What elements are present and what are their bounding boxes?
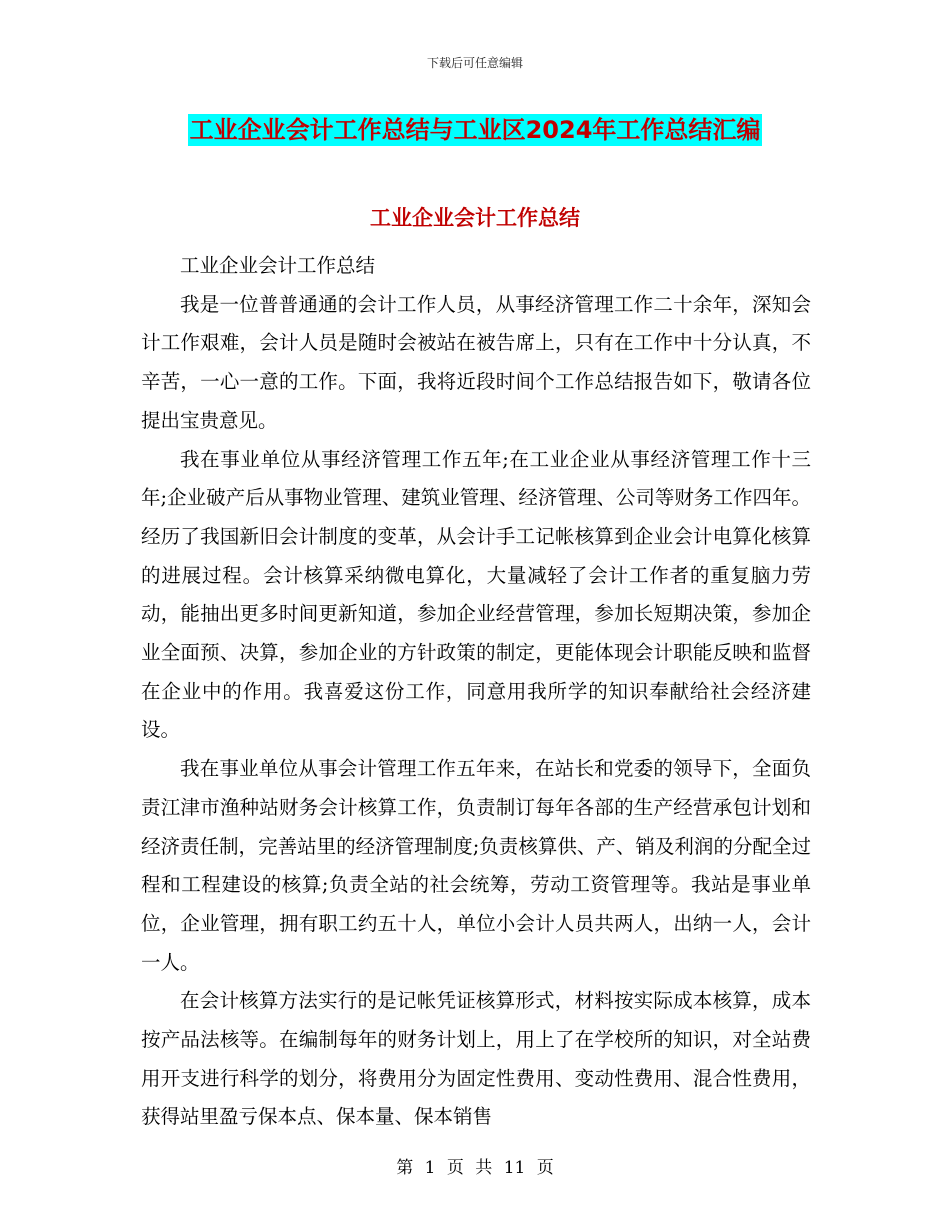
header-note: 下载后可任意编辑 (426, 56, 523, 70)
paragraph: 我是一位普普通通的会计工作人员，从事经济管理工作二十余年，深知会计工作艰难，会计人员是随时会被站在被告席上，只有在工作中十分认真，不辛苦，一心一意的工作。下面，我将近段时间个工作总结报告如下，敬请各位提出宝贵意见。 (141, 292, 811, 432)
section-title: 工业企业会计工作总结 (370, 206, 580, 230)
paragraph: 我在事业单位从事会计管理工作五年来，在站长和党委的领导下，全面负责江津市渔种站财务会计核算工作，负责制订每年各部的生产经营承包计划和经济责任制，完善站里的经济管理制度;负责核算供、产、销及利润的分配全过程和工程建设的核算;负责全站的社会统筹，劳动工资管理等。我站是事业单位，企业管理，拥有职工约五十人，单位小会计人员共两人，出纳一人，会计一人。 (141, 757, 811, 974)
paragraph: 我在事业单位从事经济管理工作五年;在工业企业从事经济管理工作十三年;企业破产后从事物业管理、建筑业管理、经济管理、公司等财务工作四年。经历了我国新旧会计制度的变革，从会计手工记帐核算到企业会计电算化核算的进展过程。会计核算采纳微电算化，大量减轻了会计工作者的重复脑力劳动，能抽出更多时间更新知道，参加企业经营管理，参加长短期决策，参加企业全面预、决算，参加企业的方针政策的制定，更能体现会计职能反映和监督在企业中的作用。我喜爱这份工作，同意用我所学的知识奉献给社会经济建设。 (141, 447, 811, 742)
page-footer: 第 1 页 共 11 页 (396, 1158, 554, 1178)
paragraph: 工业企业会计工作总结 (180, 254, 376, 277)
body-text (141, 247, 811, 1137)
main-title-container (0, 114, 950, 146)
main-title: 工业企业会计工作总结与工业区2024年工作总结汇编 (189, 116, 761, 144)
paragraph: 在会计核算方法实行的是记帐凭证核算形式，材料按实际成本核算，成本按产品法核等。在编制每年的财务计划上，用上了在学校所的知识，对全站费用开支进行科学的划分，将费用分为固定性费用、变动性费用、混合性费用，获得站里盈亏保本点、保本量、保本销售 (141, 989, 811, 1129)
